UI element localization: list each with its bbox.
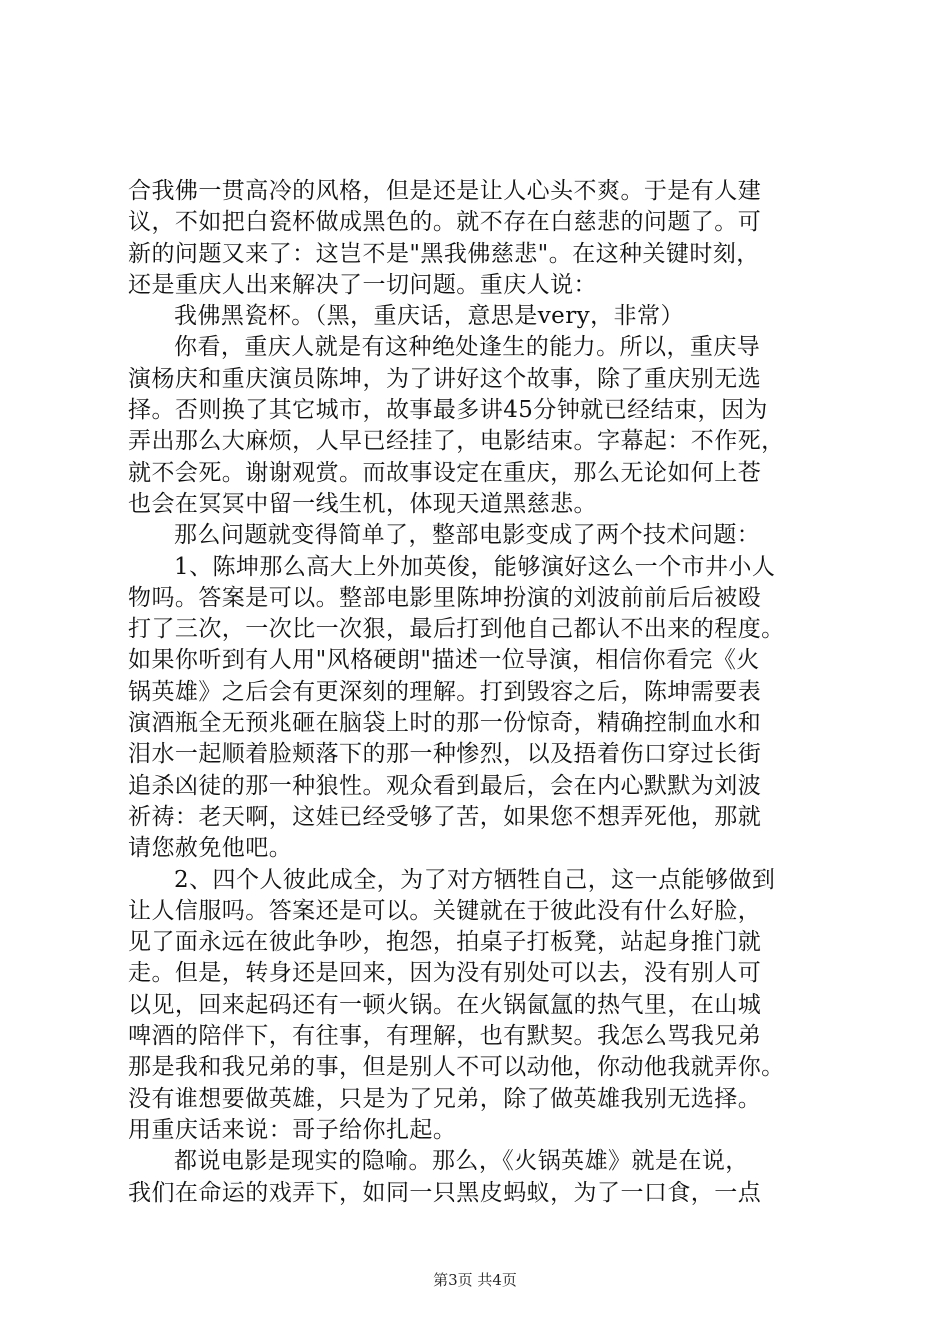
text-line: 追杀凶徒的那一种狼性。观众看到最后，会在内心默默为刘波 bbox=[128, 772, 762, 799]
text-line: 那是我和我兄弟的事，但是别人不可以动他，你动他我就弄你。 bbox=[128, 1054, 785, 1081]
text-line: 锅英雄》之后会有更深刻的理解。打到毁容之后，陈坤需要表 bbox=[128, 678, 762, 705]
page-footer bbox=[0, 1270, 950, 1290]
text-line: 1、陈坤那么高大上外加英俊，能够演好这么一个市井小人 bbox=[174, 553, 776, 580]
text-line: 新的问题又来了：这岂不是"黑我佛慈悲"。在这种关键时刻， bbox=[128, 240, 760, 267]
text-line: 啤酒的陪伴下，有往事，有理解，也有默契。我怎么骂我兄弟 bbox=[128, 1023, 762, 1050]
text-line: 就不会死。谢谢观赏。而故事设定在重庆，那么无论如何上苍 bbox=[128, 459, 762, 486]
text-line: 演杨庆和重庆演员陈坤，为了讲好这个故事，除了重庆别无选 bbox=[128, 365, 762, 392]
text-line: 如果你听到有人用"风格硬朗"描述一位导演，相信你看完《火 bbox=[128, 647, 760, 674]
text-line: 你看，重庆人就是有这种绝处逢生的能力。所以，重庆导 bbox=[174, 334, 761, 361]
text-line: 以见，回来起码还有一顿火锅。在火锅氤氲的热气里，在山城 bbox=[128, 991, 762, 1018]
text-line: 用重庆话来说：哥子给你扎起。 bbox=[128, 1116, 457, 1143]
text-line: 祈祷：老天啊，这娃已经受够了苦，如果您不想弄死他，那就 bbox=[128, 803, 762, 830]
text-line: 请您赦免他吧。 bbox=[128, 835, 293, 862]
body-text bbox=[128, 176, 828, 1209]
text-line: 打了三次，一次比一次狠，最后打到他自己都认不出来的程度。 bbox=[128, 616, 785, 643]
text-line: 我们在命运的戏弄下，如同一只黑皮蚂蚁，为了一口食，一点 bbox=[128, 1179, 762, 1206]
text-line: 也会在冥冥中留一线生机，体现天道黑慈悲。 bbox=[128, 490, 597, 517]
text-line: 都说电影是现实的隐喻。那么，《火锅英雄》就是在说， bbox=[174, 1148, 749, 1175]
text-line: 走。但是，转身还是回来，因为没有别处可以去，没有别人可 bbox=[128, 960, 762, 987]
page-number-label: 第3页 共4页 bbox=[433, 1271, 517, 1289]
text-line: 让人信服吗。答案还是可以。关键就在于彼此没有什么好脸， bbox=[128, 897, 762, 924]
text-line: 那么问题就变得简单了，整部电影变成了两个技术问题： bbox=[174, 522, 761, 549]
text-line: 择。否则换了其它城市，故事最多讲45分钟就已经结束，因为 bbox=[128, 397, 768, 424]
text-line: 演酒瓶全无预兆砸在脑袋上时的那一份惊奇，精确控制血水和 bbox=[128, 710, 762, 737]
text-line: 2、四个人彼此成全，为了对方牺牲自己，这一点能够做到 bbox=[174, 866, 776, 893]
text-line: 物吗。答案是可以。整部电影里陈坤扮演的刘波前前后后被殴 bbox=[128, 584, 762, 611]
text-line: 还是重庆人出来解决了一切问题。重庆人说： bbox=[128, 271, 597, 298]
text-line: 我佛黑瓷杯。（黑，重庆话，意思是very，非常） bbox=[174, 303, 684, 330]
text-line: 合我佛一贯高冷的风格，但是还是让人心头不爽。于是有人建 bbox=[128, 178, 762, 204]
text-line: 见了面永远在彼此争吵，抱怨，拍桌子打板凳，站起身推门就 bbox=[128, 929, 762, 956]
text-line: 泪水一起顺着脸颊落下的那一种惨烈，以及捂着伤口穿过长街 bbox=[128, 741, 762, 768]
text-line: 议，不如把白瓷杯做成黑色的。就不存在白慈悲的问题了。可 bbox=[128, 209, 762, 236]
text-line: 弄出那么大麻烦，人早已经挂了，电影结束。字幕起：不作死， bbox=[128, 428, 785, 455]
text-line: 没有谁想要做英雄，只是为了兄弟，除了做英雄我别无选择。 bbox=[128, 1085, 762, 1112]
